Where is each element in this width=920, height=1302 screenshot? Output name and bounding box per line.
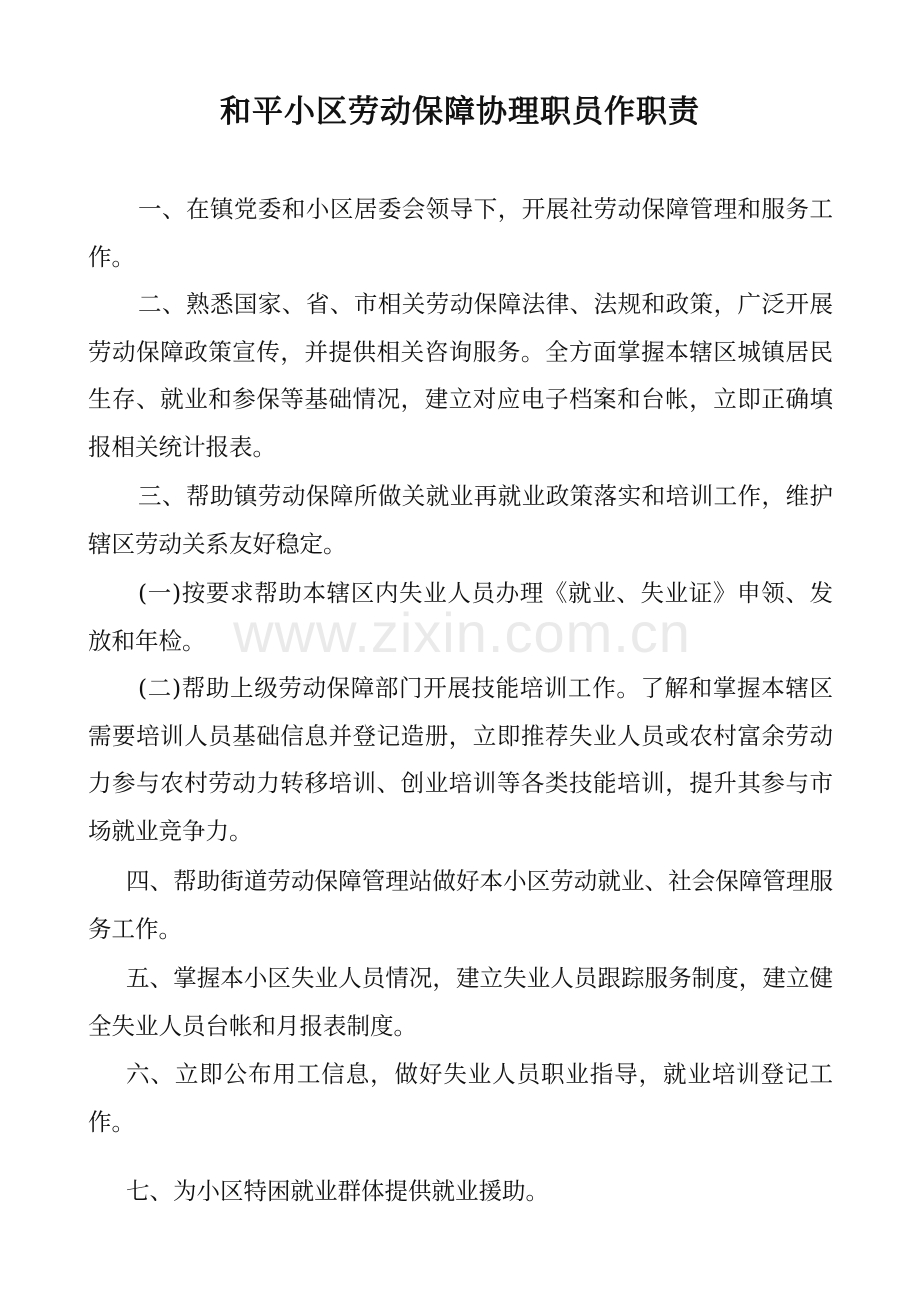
paragraph-1: 一、在镇党委和小区居委会领导下，开展社劳动保障管理和服务工作。 xyxy=(88,195,833,271)
document-title: 和平小区劳动保障协理职员作职责 xyxy=(220,94,700,130)
paragraph-3: 三、帮助镇劳动保障所做关就业再就业政策落实和培训工作，维护辖区劳动关系友好稳定。 xyxy=(88,482,833,558)
paragraph-9: 七、为小区特困就业群体提供就业援助。 xyxy=(126,1177,549,1205)
paragraph-6: 四、帮助街道劳动保障管理站做好本小区劳动就业、社会保障管理服务工作。 xyxy=(88,867,833,943)
paragraph-2: 二、熟悉国家、省、市相关劳动保障法律、法规和政策，广泛开展劳动保障政策宣传，并提供相关咨询服务。全方面掌握本辖区城镇居民生存、就业和参保等基础情况，建立对应电子档案和台帐，立即正确填报相关统计报表。 xyxy=(88,290,833,461)
paragraph-5: (二)帮助上级劳动保障部门开展技能培训工作。了解和掌握本辖区需要培训人员基础信息并登记造册，立即推荐失业人员或农村富余劳动力参与农村劳动力转移培训、创业培训等各类技能培训，提升其参与市场就业竞争力。 xyxy=(88,674,833,845)
paragraph-8: 六、立即公布用工信息，做好失业人员职业指导，就业培训登记工作。 xyxy=(88,1060,833,1136)
paragraph-7: 五、掌握本小区失业人员情况，建立失业人员跟踪服务制度，建立健全失业人员台帐和月报表制度。 xyxy=(88,964,833,1040)
watermark: www.zixin.com.cn xyxy=(233,601,691,664)
paragraph-4: (一)按要求帮助本辖区内失业人员办理《就业、失业证》申领、发放和年检。 xyxy=(88,579,833,655)
